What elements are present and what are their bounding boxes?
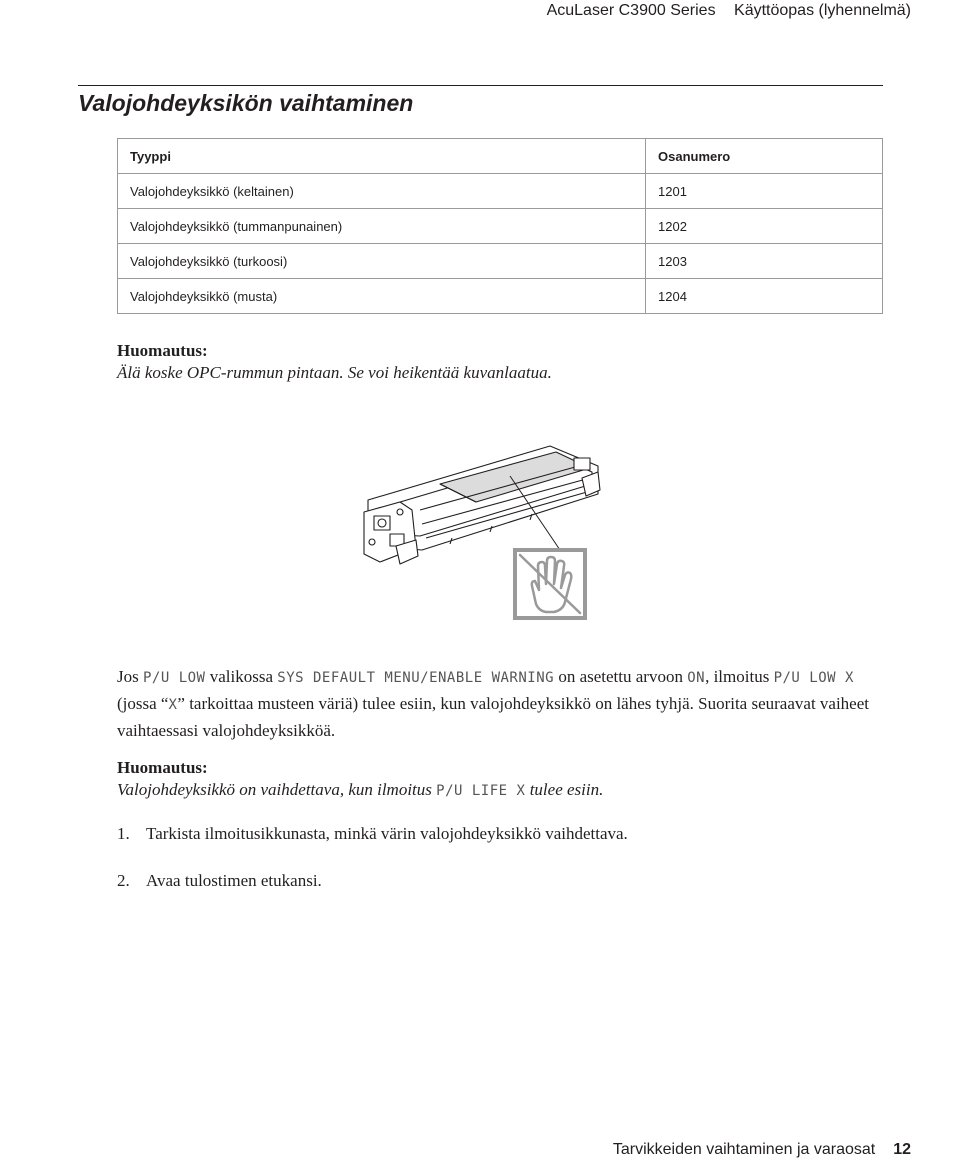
- text-run: Valojohdeyksikkö on vaihdettava, kun ilmoitus: [117, 780, 437, 799]
- table-row: [118, 209, 883, 244]
- text-run: , ilmoitus: [705, 667, 774, 686]
- header-product: AcuLaser C3900 Series: [546, 2, 716, 19]
- page-footer: [613, 1141, 911, 1159]
- note-label: Huomautus:: [117, 341, 208, 360]
- step-number: 2.: [117, 871, 130, 890]
- table-header-row: [118, 139, 883, 174]
- text-run: (jossa “: [117, 694, 169, 713]
- warning-paragraph: [117, 664, 887, 743]
- note-label: Huomautus:: [117, 758, 208, 777]
- page-number: 12: [893, 1141, 911, 1158]
- text-run: valikossa: [205, 667, 278, 686]
- footer-section: Tarvikkeiden vaihtaminen ja varaosat: [612, 1141, 876, 1158]
- lcd-menu-path: SYS DEFAULT MENU/ENABLE WARNING: [277, 670, 555, 686]
- table-cell-type: Valojohdeyksikkö (tummanpunainen): [118, 209, 646, 244]
- table-header-type: Tyyppi: [118, 139, 646, 174]
- text-run: on asetettu arvoon: [554, 667, 688, 686]
- lcd-value: ON: [687, 670, 706, 686]
- step-text: Tarkista ilmoitusikkunasta, minkä värin valojohdeyksikkö vaihdettava.: [146, 824, 628, 843]
- page-header: [547, 0, 911, 24]
- lcd-message: P/U LOW: [142, 670, 206, 686]
- photoconductor-unit-illustration: [360, 438, 605, 626]
- table-row: [118, 174, 883, 209]
- step-number: 1.: [117, 824, 130, 843]
- note-text: [117, 779, 603, 802]
- table-cell-type: Valojohdeyksikkö (musta): [118, 279, 646, 314]
- table-cell-type: Valojohdeyksikkö (turkoosi): [118, 244, 646, 279]
- do-not-touch-hand-icon: [515, 550, 585, 618]
- step-text: Avaa tulostimen etukansi.: [146, 871, 322, 890]
- table-cell-part-number: 1202: [646, 209, 883, 244]
- table-cell-type: Valojohdeyksikkö (keltainen): [118, 174, 646, 209]
- table-header-part-number: Osanumero: [646, 139, 883, 174]
- header-manual-title: Käyttöopas (lyhennelmä): [734, 2, 911, 19]
- text-run: ” tarkoittaa musteen väriä) tulee esiin, kun valojohdeyksikkö on lähes tyhjä. Suorita seuraavat vaiheet vaihtaessasi valojohdeyksikköä.: [117, 694, 869, 740]
- parts-table: [117, 138, 883, 314]
- table-cell-part-number: 1204: [646, 279, 883, 314]
- text-run: tulee esiin.: [525, 780, 604, 799]
- table-row: [118, 279, 883, 314]
- table-row: [118, 244, 883, 279]
- table-cell-part-number: 1201: [646, 174, 883, 209]
- text-run: Jos: [117, 667, 143, 686]
- step-item: [117, 870, 322, 892]
- section-title: Valojohdeyksikön vaihtaminen: [78, 90, 414, 116]
- note-text: Älä koske OPC-rummun pintaan. Se voi heikentää kuvanlaatua.: [117, 363, 552, 382]
- lcd-message: P/U LOW X: [773, 670, 854, 686]
- step-item: [117, 823, 628, 845]
- lcd-message: P/U LIFE X: [436, 783, 526, 799]
- table-cell-part-number: 1203: [646, 244, 883, 279]
- lcd-variable: X: [168, 697, 178, 713]
